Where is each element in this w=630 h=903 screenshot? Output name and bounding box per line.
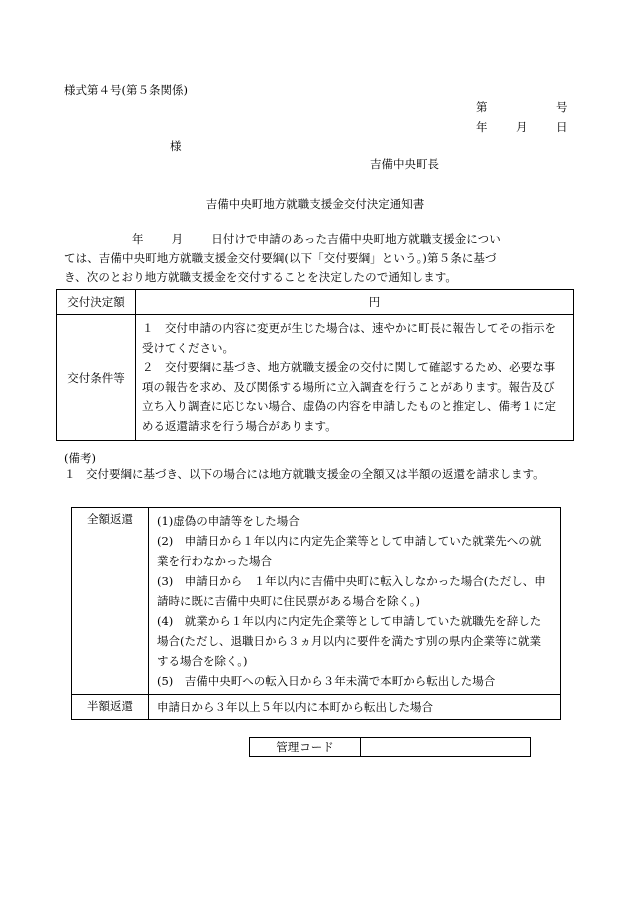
full-refund-item: (1)虚偽の申請等をした場合 <box>157 514 300 528</box>
half-refund-label: 半額返還 <box>72 695 149 720</box>
body-paragraph-1: 日付けで申請のあった吉備中央町地方就職支援金につい <box>211 232 501 246</box>
date-year: 年 <box>476 120 488 134</box>
number-go: 号 <box>556 100 568 114</box>
date-month: 月 <box>516 120 528 134</box>
notes-heading: (備考) <box>64 451 96 465</box>
full-refund-item: (3) 申請日から １年以内に吉備中央町に転入しなかった場合(ただし、申請時に既に吉備中央町に住民票がある場合を除く。) <box>157 574 546 608</box>
notification-body <box>64 230 570 287</box>
number-dai: 第 <box>476 100 488 114</box>
body-date-year: 年 <box>132 232 144 246</box>
management-code-table <box>249 737 531 757</box>
date-day: 日 <box>556 120 568 134</box>
body-line-2: ては、吉備中央町地方就職支援金交付要綱(以下「交付要綱」という。)第５条に基づ <box>64 251 497 265</box>
half-refund-text: 申請日から３年以上５年以内に本町から転出した場合 <box>149 695 561 720</box>
conditions-label: 交付条件等 <box>57 315 136 441</box>
refund-table <box>71 507 561 720</box>
recipient-sama: 様 <box>170 139 182 153</box>
amount-unit: 円 <box>368 295 381 309</box>
full-refund-item: (5) 吉備中央町への転入日から３年未満で本町から転出した場合 <box>157 674 496 688</box>
management-code-label: 管理コード <box>250 738 361 757</box>
note-1-number: １ <box>64 467 76 481</box>
document-number-line <box>476 99 568 114</box>
full-refund-item: (4) 就業から１年以内に内定先企業等として申請していた就職先を辞した場合(ただし、退職日から３ヵ月以内に要件を満たす別の県内企業等に就業する場合を除く。) <box>157 614 542 668</box>
condition-2: ２ 交付要綱に基づき、地方就職支援金の交付に関して確認するため、必要な事項の報告を求め、及び関係する場所に立入調査を行うことがあります。報告及び立ち入り調査に応じない場合、虚偽の内容を申請したものと推定し、備考１に定める返還請求を行う場合があります。 <box>142 360 556 433</box>
condition-1: １ 交付申請の内容に変更が生じた場合は、速やかに町長に報告してその指示を受けてください。 <box>142 321 556 355</box>
document-title: 吉備中央町地方就職支援金交付決定通知書 <box>205 197 425 211</box>
body-line-3: き、次のとおり地方就職支援金を交付することを決定したので通知します。 <box>64 270 458 284</box>
body-date-month: 月 <box>171 232 184 246</box>
amount-cell <box>136 290 574 315</box>
note-1 <box>64 466 574 482</box>
decision-table <box>56 289 574 441</box>
body-line-1 <box>64 230 570 249</box>
full-refund-label: 全額返還 <box>72 508 149 695</box>
issuer-name: 吉備中央町長 <box>370 157 439 171</box>
full-refund-list <box>149 508 561 695</box>
issue-date-line <box>476 119 568 134</box>
full-refund-item: (2) 申請日から１年以内に内定先企業等として申請していた就業先への就業を行わなかった場合 <box>157 534 542 568</box>
form-number: 様式第４号(第５条関係) <box>64 83 188 97</box>
amount-label: 交付決定額 <box>57 290 136 315</box>
note-1-text: 交付要綱に基づき、以下の場合には地方就職支援金の全額又は半額の返還を請求します。 <box>86 467 545 481</box>
conditions-cell <box>136 315 574 441</box>
management-code-value[interactable] <box>361 738 531 757</box>
